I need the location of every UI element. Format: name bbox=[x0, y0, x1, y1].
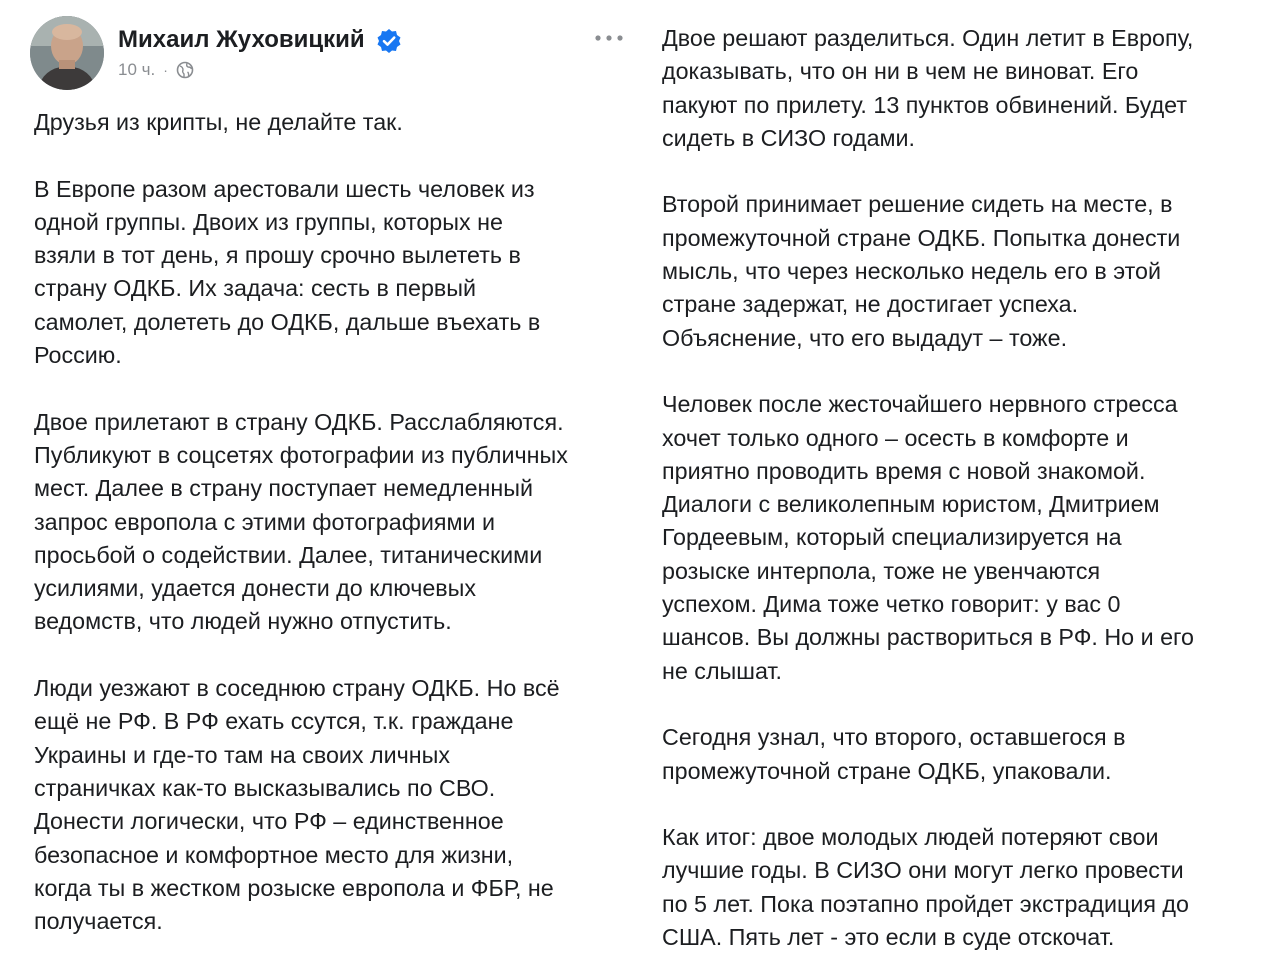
verified-badge-icon bbox=[376, 28, 402, 54]
post-meta bbox=[118, 60, 194, 80]
post-paragraph: Человек после жесточайшего нервного стресса хочет только одного – осесть в комфорте и приятно проводить время с новой знакомой. Диалоги с великолепным юристом, Дмитрием Гордеевым, который специализируется на розыске интерпола, тоже не увенчаются успехом. Дима тоже четко говорит: у вас 0 шансов. Вы должны раствориться в РФ. Но и его не слышат. bbox=[662, 391, 1194, 684]
avatar-photo-icon bbox=[30, 16, 104, 90]
post-paragraph: Двое решают разделиться. Один летит в Европу, доказывать, что он ни в чем не виноват. Его пакуют по прилету. 13 пунктов обвинений. Будет сидеть в СИЗО годами. bbox=[662, 25, 1194, 151]
post-column-right bbox=[640, 0, 1278, 957]
post-paragraph: Как итог: двое молодых людей потеряют свои лучшие годы. В СИЗО они могут легко провести по 5 лет. Пока поэтапно пройдет экстрадиция до США. Пять лет - это если в суде отскочат. bbox=[662, 824, 1189, 951]
post-paragraph: Двое прилетают в страну ОДКБ. Расслабляются. Публикуют в соцсетях фотографии из публичных мест. Далее в страну поступает немедленный запрос европола с этими фотографиями и просьбой о содействии. Далее, титаническими усилиями, удается донести до ключевых ведомств, что людей нужно отпустить. bbox=[34, 408, 568, 635]
post-paragraph: Сегодня узнал, что второго, оставшегося в промежуточной стране ОДКБ, упаковали. bbox=[662, 724, 1126, 784]
post-paragraph: В Европе разом арестовали шесть человек из одной группы. Двоих из группы, которых не взяли в тот день, я прошу срочно вылететь в страну ОДКБ. Их задача: сесть в первый самолет, долететь до ОДКБ, дальше въехать в Россию. bbox=[34, 175, 541, 369]
post-paragraph: Люди уезжают в соседнюю страну ОДКБ. Но всё ещё не РФ. В РФ ехать ссутся, т.к. граждане Украины и где-то там на своих личных страничках как-то высказывались по СВО. Донести логически, что РФ – единственное безопасное и комфортное место для жизни, когда ты в жестком розыске европола и ФБР, не получается. bbox=[34, 675, 560, 935]
avatar[interactable] bbox=[30, 16, 104, 90]
post-text-right bbox=[662, 22, 1272, 957]
post-time[interactable]: 10 ч. bbox=[118, 60, 156, 79]
author-name[interactable]: Михаил Жуховицкий bbox=[118, 26, 365, 53]
post-paragraph: Друзья из крипты, не делайте так. bbox=[34, 109, 403, 135]
more-options-icon[interactable] bbox=[592, 28, 626, 48]
meta-separator: · bbox=[163, 62, 168, 78]
globe-icon bbox=[176, 61, 194, 79]
post-text-left bbox=[34, 106, 634, 957]
post-header bbox=[30, 14, 630, 92]
post-paragraph: Второй принимает решение сидеть на месте, в промежуточной стране ОДКБ. Попытка донести мысль, что через несколько недель его в этой стране задержат, не достигает успеха. Объяснение, что его выдадут – тоже. bbox=[662, 191, 1181, 351]
